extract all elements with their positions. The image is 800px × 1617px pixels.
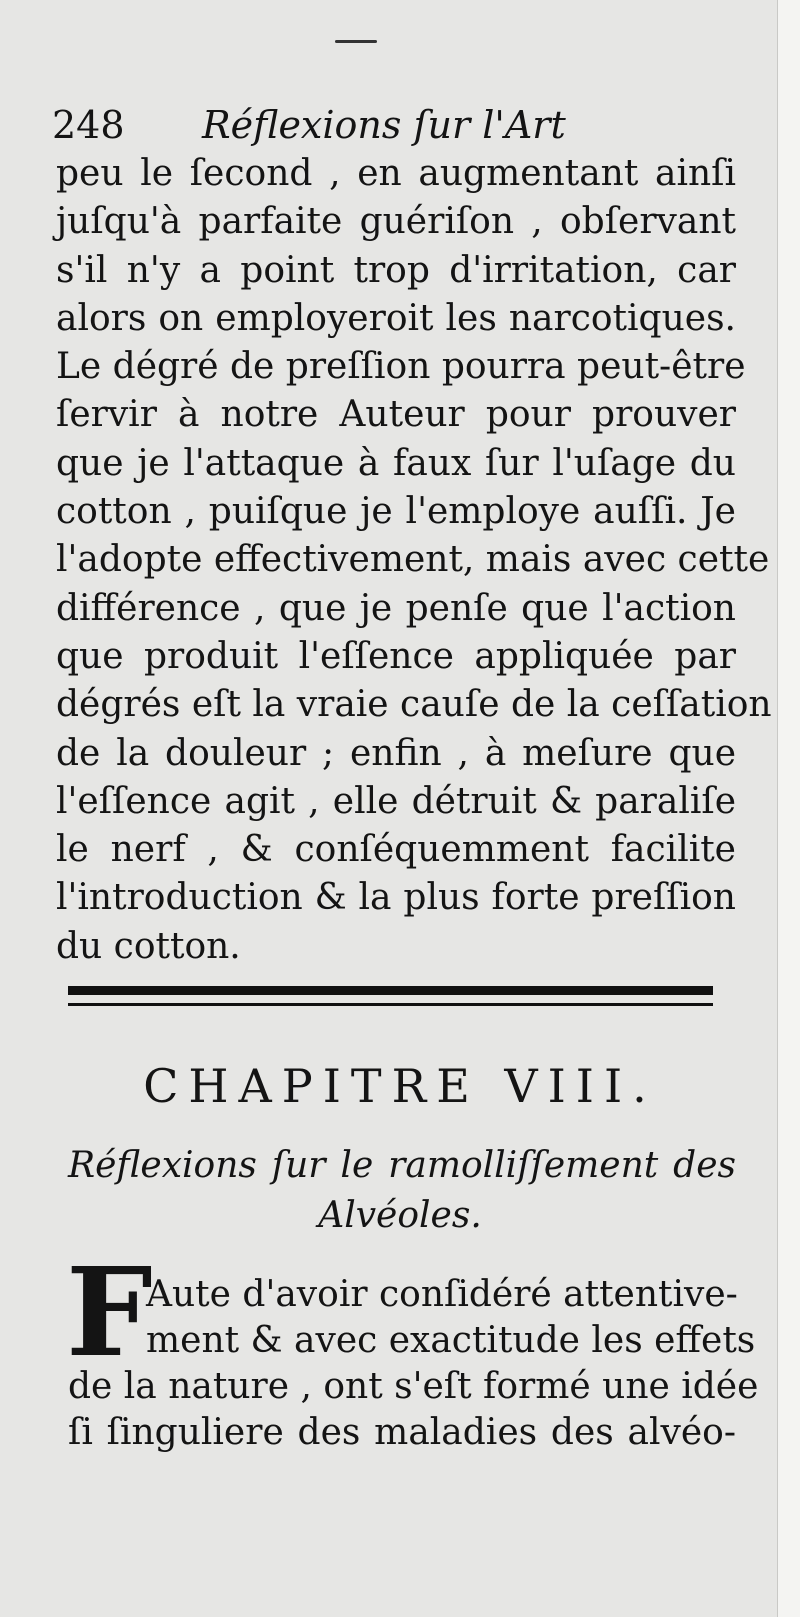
paragraph-2-full	[68, 1364, 759, 1456]
text-line: que produit l'eſſence appliquée par	[56, 635, 736, 677]
chapter-subtitle-continued: Alvéoles.	[318, 1195, 482, 1236]
page-header	[52, 100, 612, 150]
text-line: juſqu'à parfaite guériſon , obſervant	[56, 201, 736, 243]
text-line: dégrés eſt la vraie cauſe de la ceſſation	[56, 684, 772, 726]
ink-mark	[335, 40, 377, 43]
text-line: s'il n'y a point trop d'irritation, car	[56, 249, 736, 291]
page-edge	[777, 0, 800, 1617]
text-line: différence , que je penſe que l'action	[56, 587, 736, 629]
text-line: l'introduction & la plus forte preſſion	[56, 877, 736, 919]
text-line: le nerf , & conſéquemment facilite	[56, 829, 736, 871]
text-line: ſervir à notre Auteur pour prouver	[56, 394, 736, 436]
text-line: que je l'attaque à faux ſur l'uſage du	[56, 442, 736, 484]
chapter-title: CHAPITRE VIII.	[143, 1059, 657, 1113]
chapter-divider-thick	[68, 986, 713, 995]
paragraph-1	[56, 150, 772, 971]
text-line: alors on employeroit les narcotiques.	[56, 297, 736, 339]
chapter-subtitle: Réflexions ſur le ramolliſſement des	[68, 1145, 736, 1186]
text-line: l'adopte effectivement, mais avec cette	[56, 539, 770, 581]
text-line: Le dégré de preſſion pourra peut-être	[56, 346, 746, 388]
chapter-divider-thin	[68, 1003, 713, 1006]
drop-cap: F	[66, 1240, 153, 1384]
text-line: ſi ſinguliere des maladies des alvéo-	[68, 1412, 736, 1453]
text-line: de la nature , ont s'eſt formé une idée	[68, 1366, 759, 1407]
text-line: du cotton.	[56, 925, 241, 967]
text-line: cotton , puiſque je l'employe auſſi. Je	[56, 491, 736, 533]
text-line: peu le ſecond , en augmentant ainſi	[56, 153, 736, 194]
text-line: ment & avec exactitude les effets	[146, 1320, 756, 1361]
text-line: de la douleur ; enfin , à meſure que	[56, 732, 736, 774]
page-number: 248	[52, 103, 125, 147]
text-line: l'eſſence agit , elle détruit & paraliſe	[56, 780, 736, 822]
text-line: Aute d'avoir conſidéré attentive-	[146, 1274, 738, 1315]
running-head: Réflexions ſur l'Art	[202, 103, 566, 147]
paragraph-2-indented	[146, 1272, 756, 1364]
